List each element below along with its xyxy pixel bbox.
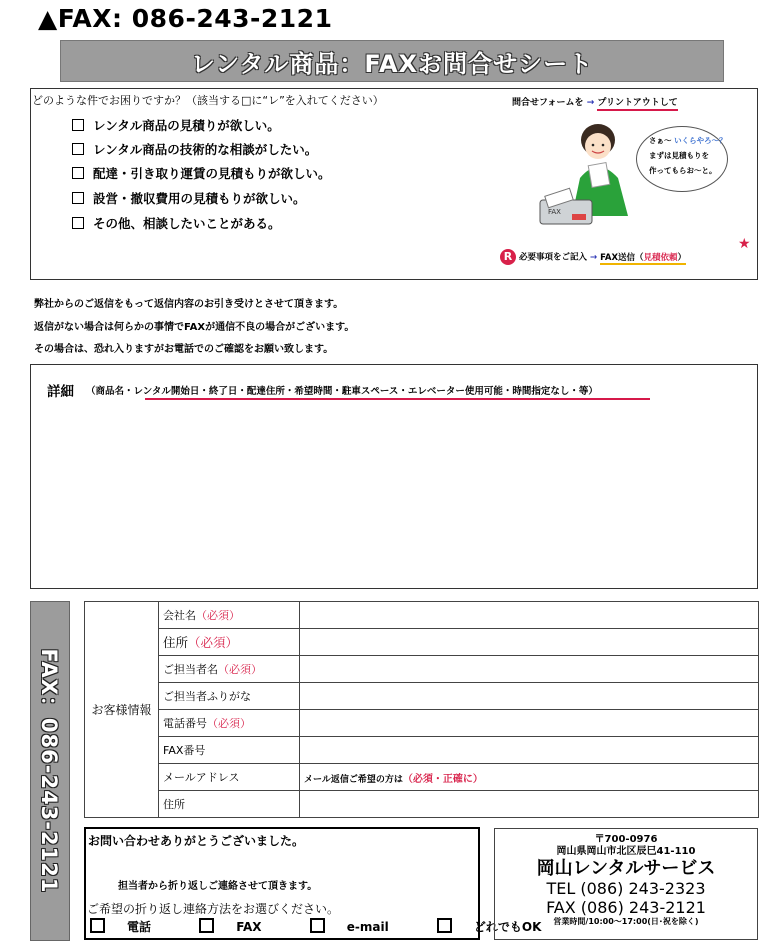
arrow-right-icon: → xyxy=(589,252,598,263)
side-fax-number: FAX：086-243-2121 xyxy=(37,648,61,894)
contact-option-email[interactable]: e-mail xyxy=(310,920,411,934)
email-field[interactable]: メール返信ご希望の方は（必須・正確に） xyxy=(300,764,759,791)
fax-number-header: ▲FAX: 086-243-2121 xyxy=(38,4,333,33)
notice-line: 弊社からのご返信をもって返信内容のお引き受けとさせて頂きます。 xyxy=(34,299,344,310)
company-hours: 営業時間/10:00〜17:00(日･祝を除く) xyxy=(553,917,699,926)
contact-name-field[interactable] xyxy=(300,656,759,683)
contact-furigana-field[interactable] xyxy=(300,683,759,710)
inquiry-option[interactable]: レンタル商品の技術的な相談がしたい。 xyxy=(72,140,317,158)
table-row: ご担当者名（必須） xyxy=(85,656,759,683)
title-banner xyxy=(60,40,724,82)
customer-info-label: お客様情報 xyxy=(85,602,159,818)
woman-fax-illustration xyxy=(530,118,640,238)
company-name-field[interactable] xyxy=(300,602,759,629)
detail-note: （商品名・レンタル開始日・終了日・配達住所・希望時間・駐車スペース・エレベーター使用可能・時間指定なし・等） xyxy=(86,386,598,397)
page-title: レンタル商品：FAXお問合せシート xyxy=(190,49,594,78)
table-row: ご担当者ふりがな xyxy=(85,683,759,710)
company-tel: TEL (086) 243-2323 xyxy=(546,879,706,898)
table-row: 電話番号（必須） xyxy=(85,710,759,737)
fax-send-note: R 必要事項をご記入 → FAX送信（見積依頼） xyxy=(500,249,686,265)
inquiry-prompt: どのような件でお困りですか？（該当する□に“レ”を入れてください） xyxy=(32,94,384,107)
fax-number-field[interactable] xyxy=(300,737,759,764)
checkbox[interactable] xyxy=(72,192,84,204)
inquiry-option[interactable]: 配達・引き取り運賃の見積もりが欲しい。 xyxy=(72,164,331,182)
notice-line: その場合は、恐れ入りますがお電話でのご確認をお願い致します。 xyxy=(34,344,334,355)
contact-option-fax[interactable]: FAX xyxy=(199,920,283,934)
speech-bubble: さぁ〜 いくらやろ〜？ まずは見積もりを 作ってもらお〜と。 xyxy=(636,126,728,192)
r-logo-icon: R xyxy=(500,249,516,265)
fax-machine-label: FAX xyxy=(548,208,561,216)
company-fax: FAX (086) 243-2121 xyxy=(546,898,706,917)
checkbox[interactable] xyxy=(72,119,84,131)
table-row: FAX番号 xyxy=(85,737,759,764)
star-icon: ★ xyxy=(738,236,751,252)
company-postal: 〒700-0976 xyxy=(594,834,658,845)
inquiry-option[interactable]: その他、相談したいことがある。 xyxy=(72,214,281,232)
checkbox[interactable] xyxy=(72,167,84,179)
checkbox[interactable] xyxy=(72,217,84,229)
address-field[interactable] xyxy=(300,629,759,656)
inquiry-option[interactable]: レンタル商品の見積りが欲しい。 xyxy=(72,116,280,134)
form-print-note: 問合せフォームを → プリントアウトして xyxy=(512,95,678,108)
checkbox[interactable] xyxy=(72,143,84,155)
checkbox[interactable] xyxy=(437,918,452,933)
address-field-2[interactable] xyxy=(300,791,759,818)
table-row: 住所 xyxy=(85,791,759,818)
company-address: 岡山県岡山市北区辰巳41-110 xyxy=(556,846,696,857)
detail-title: 詳細 xyxy=(47,384,74,400)
contact-option-phone[interactable]: 電話 xyxy=(90,920,173,934)
notice-line: 返信がない場合は何らかの事情でFAXが通信不良の場合がございます。 xyxy=(34,322,355,333)
checkbox[interactable] xyxy=(310,918,325,933)
table-row: 住所（必須） xyxy=(85,629,759,656)
table-row: お客様情報 会社名（必須） xyxy=(85,602,759,629)
checkbox[interactable] xyxy=(90,918,105,933)
company-name: 岡山レンタルサービス xyxy=(536,858,716,879)
contact-option-any[interactable]: どれでもOK xyxy=(437,920,564,934)
customer-info-table xyxy=(84,601,759,818)
fax-side-tab xyxy=(30,601,70,941)
phone-field[interactable] xyxy=(300,710,759,737)
checkbox[interactable] xyxy=(199,918,214,933)
arrow-right-icon: → xyxy=(586,98,595,108)
inquiry-option[interactable]: 設営・撤収費用の見積もりが欲しい。 xyxy=(72,189,306,207)
contact-method-prompt: ご希望の折り返し連絡方法をお選びください。 xyxy=(87,902,340,916)
table-row: メールアドレス メール返信ご希望の方は（必須・正確に） xyxy=(85,764,759,791)
thanks-title: お問い合わせありがとうございました。 xyxy=(88,834,305,848)
company-info-box xyxy=(494,828,758,940)
detail-underline xyxy=(145,398,650,400)
thanks-subtitle: 担当者から折り返しご連絡させて頂きます。 xyxy=(118,881,318,892)
